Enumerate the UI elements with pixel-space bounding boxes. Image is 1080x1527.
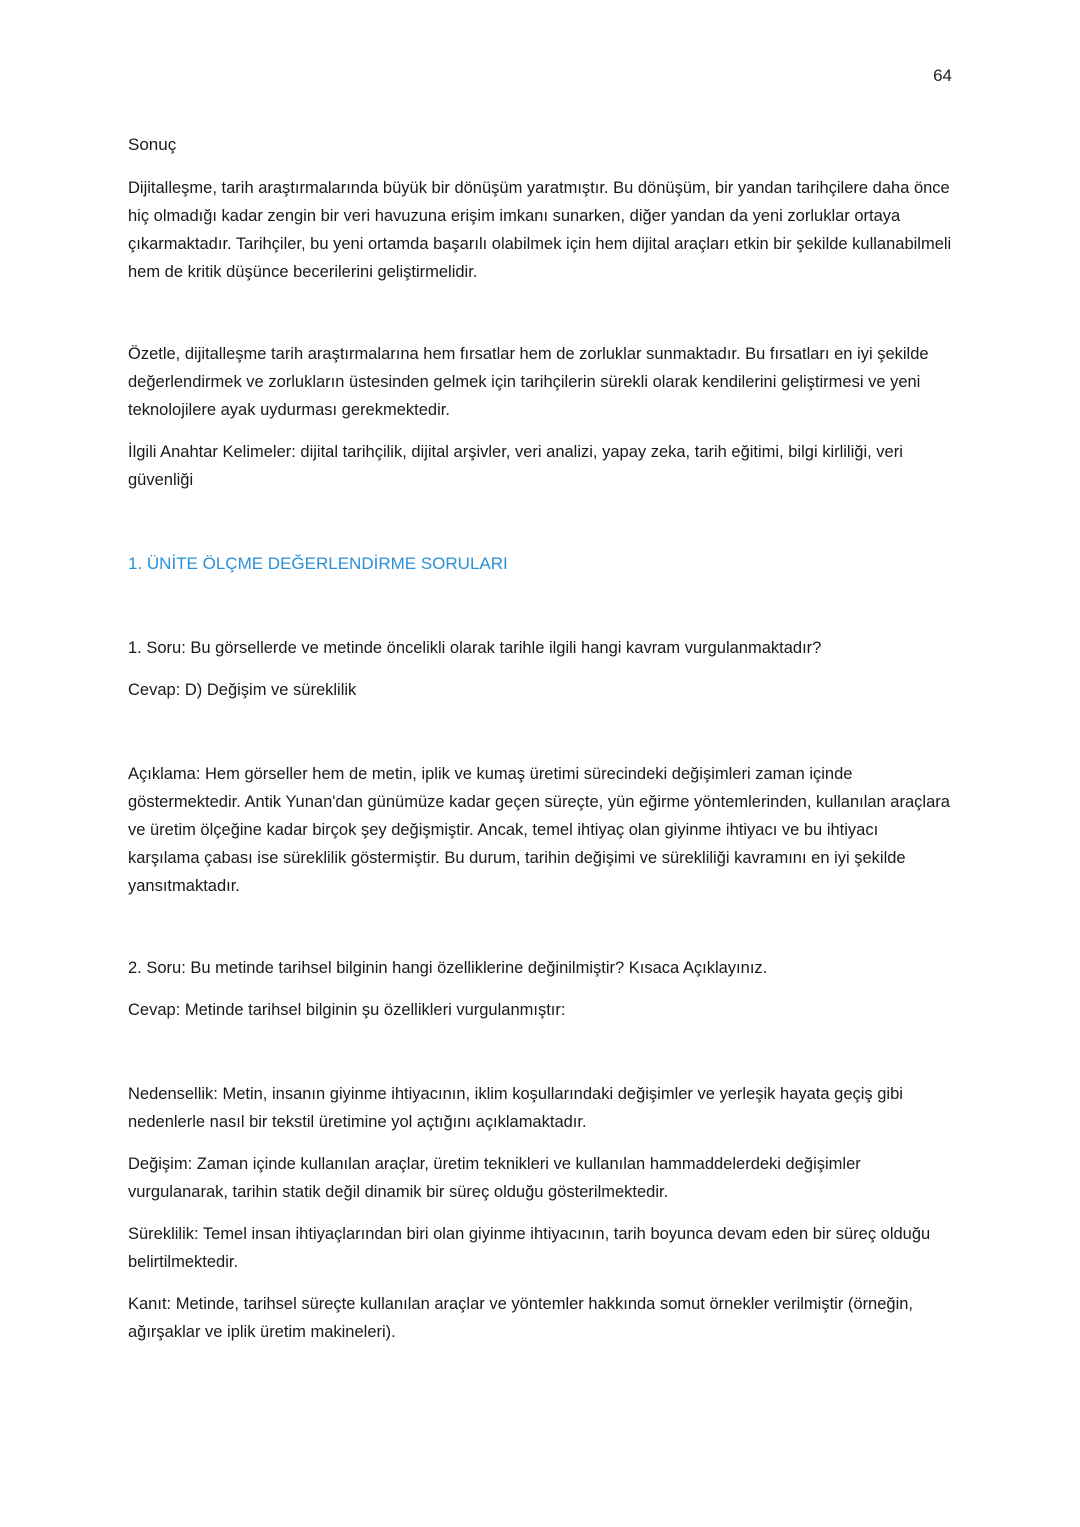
question-2-text: 2. Soru: Bu metinde tarihsel bilginin hangi özelliklerine değinilmiştir? Kısaca Açıklayınız. <box>128 959 768 977</box>
page-number: 64 <box>933 66 952 85</box>
conclusion-paragraph-2: Özetle, dijitalleşme tarih araştırmalarına hem fırsatlar hem de zorluklar sunmaktadır. Bu fırsatları en iyi şekilde değerlendirmek ve zorlukların üstesinden gelmek için tarihçilerin sürekli olarak kendilerini geliştirmesi ve yeni teknolojilere ayak uydurması gerekmektedir. <box>128 345 929 419</box>
question-1-explanation: Açıklama: Hem görseller hem de metin, iplik ve kumaş üretimi sürecindeki değişimleri zaman içinde göstermektedir. Antik Yunan'dan günümüze kadar geçen süreçte, yün eğirme yöntemlerinden, kullanılan araçlara ve üretim ölçeğine kadar birçok şey değişmiştir. Ancak, temel ihtiyaç olan giyinme ihtiyacı ve bu ihtiyacı karşılama çabası ise süreklilik göstermiştir. Bu durum, tarihin değişimi ve sürekliliği kavramını en iyi şekilde yansıtmaktadır. <box>128 765 950 895</box>
question-2-item-evidence: Kanıt: Metinde, tarihsel süreçte kullanılan araçlar ve yöntemler hakkında somut örnekler verilmiştir (örneğin, ağırşaklar ve iplik üretim makineleri). <box>128 1295 914 1341</box>
question-2-item-causality: Nedensellik: Metin, insanın giyinme ihtiyacının, iklim koşullarındaki değişimler ve yerleşik hayata geçiş gibi nedenlerle nasıl bir tekstil üretimine yol açtığını açıklamaktadır. <box>128 1085 903 1131</box>
conclusion-paragraph-1: Dijitalleşme, tarih araştırmalarında büyük bir dönüşüm yaratmıştır. Bu dönüşüm, bir yandan tarihçilere daha önce hiç olmadığı kadar zengin bir veri havuzuna erişim imkanı sunarken, diğer yandan da yeni zorluklar ortaya çıkarmaktadır. Tarihçiler, bu yeni ortamda başarılı olabilmek için hem dijital araçları etkin bir şekilde kullanabilmeli hem de kritik düşünce becerilerini geliştirmelidir. <box>128 179 952 281</box>
page-content <box>128 132 952 1346</box>
question-2-answer: Cevap: Metinde tarihsel bilginin şu özellikleri vurgulanmıştır: <box>128 1001 566 1019</box>
question-2-item-change: Değişim: Zaman içinde kullanılan araçlar, üretim teknikleri ve kullanılan hammaddelerdeki değişimler vurgulanarak, tarihin statik değil dinamik bir süreç olduğu gösterilmektedir. <box>128 1155 861 1201</box>
question-1-text: 1. Soru: Bu görsellerde ve metinde öncelikli olarak tarihle ilgili hangi kavram vurgulanmaktadır? <box>128 639 822 657</box>
question-2-item-continuity: Süreklilik: Temel insan ihtiyaçlarından biri olan giyinme ihtiyacının, tarih boyunca devam eden bir süreç olduğu belirtilmektedir. <box>128 1225 931 1271</box>
keywords-paragraph: İlgili Anahtar Kelimeler: dijital tarihçilik, dijital arşivler, veri analizi, yapay zeka, tarih eğitimi, bilgi kirliliği, veri güvenliği <box>128 443 903 489</box>
question-1-answer: Cevap: D) Değişim ve süreklilik <box>128 681 357 699</box>
unit-assessment-heading: 1. ÜNİTE ÖLÇME DEĞERLENDİRME SORULARI <box>128 554 508 573</box>
section-heading-conclusion: Sonuç <box>128 135 177 154</box>
